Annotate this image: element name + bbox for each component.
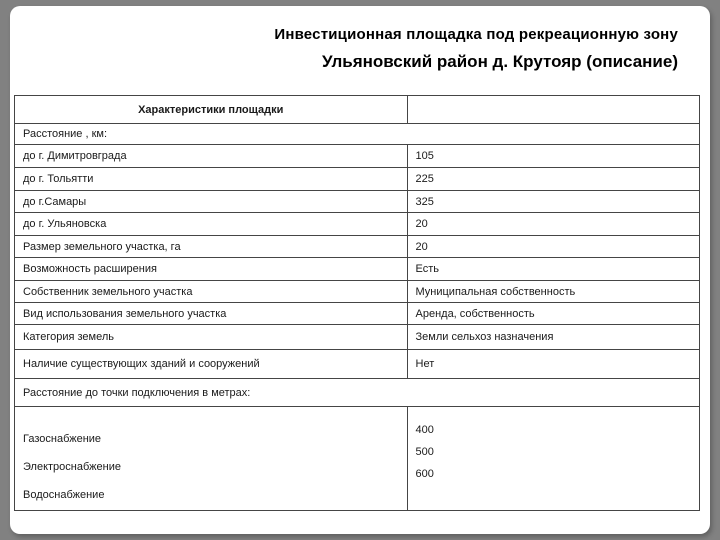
table-row [15, 281, 700, 303]
row-value: Аренда, собственность [407, 303, 700, 325]
utility-value-electricity: 500 [415, 446, 434, 458]
utility-label-gas: Газоснабжение [23, 433, 102, 445]
table-header-empty-cell [407, 96, 700, 124]
table-row [15, 258, 700, 281]
table-row [15, 213, 700, 236]
slide-titles [10, 6, 710, 72]
row-label: до г. Ульяновска [15, 213, 408, 236]
row-label: Наличие существующих зданий и сооружений [15, 350, 408, 379]
table-row [15, 191, 700, 213]
section-label-connection-points: Расстояние до точки подключения в метрах: [15, 379, 700, 407]
row-label: Размер земельного участка, га [15, 236, 408, 258]
slide [10, 6, 710, 534]
table-row [15, 350, 700, 379]
utility-values-cell [407, 407, 700, 511]
row-label: до г. Димитровграда [15, 145, 408, 168]
utility-value-water: 600 [415, 468, 434, 480]
row-value: 225 [407, 168, 700, 191]
table-row [15, 379, 700, 407]
row-label: Возможность расширения [15, 258, 408, 281]
row-value: 325 [407, 191, 700, 213]
table-row [15, 168, 700, 191]
table-header-row [15, 96, 700, 124]
page-title: Инвестиционная площадка под рекреационную зону [274, 26, 678, 43]
row-value: Есть [407, 258, 700, 281]
row-value: Муниципальная собственность [407, 281, 700, 303]
row-label: Собственник земельного участка [15, 281, 408, 303]
row-value: Земли сельхоз назначения [407, 325, 700, 350]
table-row [15, 236, 700, 258]
utility-label-electricity: Электроснабжение [23, 461, 121, 473]
table-row [15, 145, 700, 168]
row-value: 20 [407, 213, 700, 236]
section-label-distance: Расстояние , км: [15, 124, 700, 145]
table-row [15, 325, 700, 350]
utility-label-water: Водоснабжение [23, 489, 105, 501]
row-label: Категория земель [15, 325, 408, 350]
table-row [15, 124, 700, 145]
page-subtitle: Ульяновский район д. Крутояр (описание) [321, 52, 678, 71]
row-value: 20 [407, 236, 700, 258]
utility-labels-cell [15, 407, 408, 511]
row-label: Вид использования земельного участка [15, 303, 408, 325]
row-value: Нет [407, 350, 700, 379]
row-label: до г.Самары [15, 191, 408, 213]
characteristics-table [14, 95, 700, 511]
table-row-utilities [15, 407, 700, 511]
row-value: 105 [407, 145, 700, 168]
table-header-cell: Характеристики площадки [15, 96, 408, 124]
utility-value-gas: 400 [415, 424, 434, 436]
table-row [15, 303, 700, 325]
row-label: до г. Тольятти [15, 168, 408, 191]
